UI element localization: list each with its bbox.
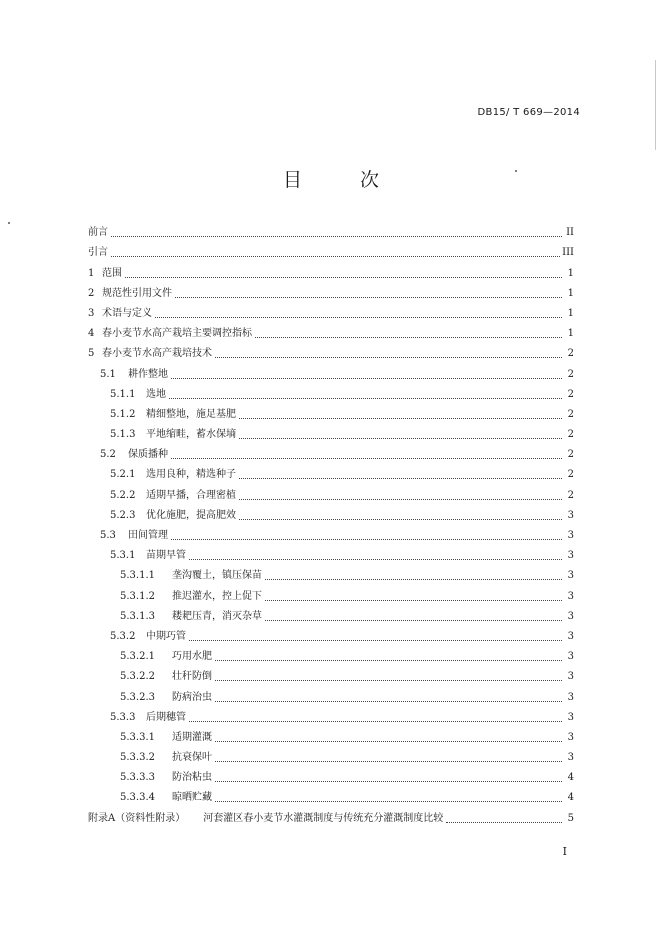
- toc-leader-dots: [215, 357, 562, 358]
- toc-entry-label: 耕作整地: [128, 368, 168, 380]
- toc-entry-label: 优化施肥，提高肥效: [146, 509, 236, 521]
- toc-entry-label: 春小麦节水高产栽培技术: [102, 348, 212, 360]
- toc-leader-dots: [215, 801, 562, 802]
- toc-entry-page: 5: [567, 812, 574, 824]
- toc-entry[interactable]: [88, 603, 574, 623]
- toc-entry-page: 3: [567, 570, 574, 582]
- toc-entry-page: 3: [567, 550, 574, 562]
- toc-entry-number: 5.2.3: [110, 509, 136, 521]
- toc-entry-page: 4: [567, 792, 574, 804]
- toc-entry-label: 适期灌溉: [172, 731, 212, 743]
- toc-entry-label: 规范性引用文件: [102, 287, 172, 299]
- toc-entry-page: 1: [567, 328, 574, 340]
- toc-entry-number: 5.3.3.4: [120, 792, 155, 804]
- toc-leader-dots: [155, 317, 562, 318]
- toc-entry-page: 3: [567, 731, 574, 743]
- toc-leader-dots: [189, 640, 562, 641]
- toc-leader-dots: [215, 781, 562, 782]
- toc-entry[interactable]: [88, 360, 574, 380]
- toc-entry-page: 1: [567, 287, 574, 299]
- toc-entry-page: 4: [567, 772, 574, 784]
- toc-leader-dots: [189, 721, 562, 722]
- page-title: 目 次: [282, 169, 406, 191]
- toc-leader-dots: [239, 438, 562, 439]
- toc-entry[interactable]: [88, 724, 574, 744]
- toc-leader-dots: [265, 600, 562, 601]
- toc-entry-number: 3: [88, 307, 95, 319]
- toc-entry[interactable]: [88, 239, 574, 259]
- toc-entry-label: 范围: [102, 267, 122, 279]
- toc-entry-page: 2: [567, 489, 574, 501]
- toc-entry[interactable]: [88, 259, 574, 279]
- toc-entry-page: 3: [567, 691, 574, 703]
- toc-leader-dots: [446, 822, 562, 823]
- toc-entry[interactable]: [88, 381, 574, 401]
- table-of-contents: [88, 219, 574, 825]
- toc-entry[interactable]: [88, 562, 574, 582]
- toc-entry-label: 引言: [88, 247, 108, 259]
- toc-entry[interactable]: [88, 441, 574, 461]
- toc-leader-dots: [215, 761, 562, 762]
- toc-leader-dots: [125, 277, 562, 278]
- toc-entry-label: 抗衰保叶: [172, 752, 212, 764]
- toc-entry-number: 5.3.1: [110, 550, 136, 562]
- toc-entry[interactable]: [88, 502, 574, 522]
- toc-leader-dots: [189, 559, 562, 560]
- toc-entry-page: 3: [567, 590, 574, 602]
- standard-number: DB15/ T 669—2014: [477, 107, 580, 118]
- toc-entry-number: 5.2.1: [110, 469, 136, 481]
- toc-entry[interactable]: [88, 784, 574, 804]
- toc-entry[interactable]: [88, 300, 574, 320]
- toc-entry[interactable]: [88, 804, 574, 824]
- toc-entry-page: 1: [567, 267, 574, 279]
- toc-entry-page: 3: [567, 711, 574, 723]
- toc-entry[interactable]: [88, 421, 574, 441]
- toc-entry[interactable]: [88, 522, 574, 542]
- toc-leader-dots: [239, 499, 562, 500]
- toc-entry[interactable]: [88, 582, 574, 602]
- toc-leader-dots: [171, 378, 562, 379]
- toc-entry-label: 平地缩畦，蓄水保墒: [146, 429, 236, 441]
- toc-entry[interactable]: [88, 401, 574, 421]
- toc-entry-page: 1: [567, 307, 574, 319]
- toc-entry-label: 术语与定义: [102, 307, 152, 319]
- scan-speck: [8, 222, 10, 224]
- toc-entry-number: 5.3.1.1: [120, 570, 155, 582]
- toc-leader-dots: [255, 337, 562, 338]
- toc-entry-number: 5.2.2: [110, 489, 136, 501]
- toc-entry-number: 4: [88, 328, 95, 340]
- toc-leader-dots: [215, 701, 562, 702]
- toc-leader-dots: [111, 256, 560, 257]
- toc-entry-page: 2: [567, 429, 574, 441]
- toc-entry-number: 5.3: [100, 530, 116, 541]
- toc-entry[interactable]: [88, 481, 574, 501]
- toc-entry-number: 附录A（资料性附录）: [88, 812, 186, 824]
- toc-entry-page: III: [562, 247, 574, 259]
- toc-entry-page: 3: [567, 671, 574, 683]
- toc-leader-dots: [239, 418, 562, 419]
- toc-entry[interactable]: [88, 744, 574, 764]
- toc-entry-number: 5.1.3: [110, 429, 136, 441]
- toc-entry-number: 5.1: [100, 368, 116, 380]
- toc-leader-dots: [169, 398, 562, 399]
- toc-entry-number: 5.3.2.1: [120, 651, 155, 663]
- toc-entry[interactable]: [88, 320, 574, 340]
- toc-entry-label: 防治粘虫: [172, 772, 212, 784]
- toc-entry-page: 3: [567, 651, 574, 663]
- toc-entry-number: 5.3.2.3: [120, 691, 155, 703]
- toc-entry-label: 巧用水肥: [172, 651, 212, 663]
- toc-entry-page: 3: [567, 509, 574, 521]
- toc-entry-number: 5.1.1: [110, 388, 136, 400]
- toc-leader-dots: [215, 660, 562, 661]
- toc-leader-dots: [265, 579, 562, 580]
- toc-entry-label: 后期穗管: [146, 711, 186, 723]
- page-number: I: [562, 845, 567, 858]
- toc-entry-number: 5.3.2.2: [120, 671, 155, 683]
- toc-entry[interactable]: [88, 663, 574, 683]
- toc-entry-label: 推迟灌水，控上促下: [172, 590, 262, 602]
- toc-entry-page: 2: [567, 469, 574, 481]
- toc-leader-dots: [215, 741, 562, 742]
- toc-entry[interactable]: [88, 340, 574, 360]
- toc-leader-dots: [175, 297, 562, 298]
- toc-entry-number: 5.3.3: [110, 711, 136, 723]
- toc-entry-number: 5: [88, 348, 95, 360]
- toc-entry-label: 选用良种，精选种子: [146, 469, 236, 481]
- toc-entry-label: 精细整地，施足基肥: [146, 408, 236, 420]
- toc-entry-number: 5.3.2: [110, 630, 136, 642]
- toc-entry-page: 2: [567, 408, 574, 420]
- toc-entry-page: 3: [567, 610, 574, 622]
- toc-entry-number: 5.2: [100, 449, 116, 461]
- toc-entry-page: 2: [567, 449, 574, 461]
- toc-entry-number: 5.1.2: [110, 408, 136, 420]
- toc-leader-dots: [111, 236, 562, 237]
- toc-entry-number: 1: [88, 267, 95, 279]
- toc-entry-label: 垄沟覆土，镇压保苗: [172, 570, 262, 582]
- toc-leader-dots: [171, 458, 562, 459]
- toc-entry-label: 选地: [146, 388, 166, 400]
- toc-entry-page: 2: [567, 388, 574, 400]
- toc-entry[interactable]: [88, 704, 574, 724]
- toc-leader-dots: [171, 539, 562, 540]
- toc-leader-dots: [239, 519, 562, 520]
- scan-edge: [655, 60, 656, 150]
- toc-entry[interactable]: [88, 643, 574, 663]
- toc-entry-label: 壮秆防倒: [172, 671, 212, 683]
- toc-entry-page: 3: [567, 630, 574, 642]
- toc-entry-label: 保质播种: [128, 449, 168, 461]
- toc-entry-number: 5.3.3.1: [120, 731, 155, 743]
- toc-entry-page: 3: [567, 530, 574, 541]
- toc-entry-number: 5.3.1.3: [120, 610, 155, 622]
- toc-entry[interactable]: [88, 764, 574, 784]
- toc-entry[interactable]: [88, 219, 574, 239]
- toc-entry-label: 前言: [88, 227, 108, 239]
- toc-entry-label: 防病治虫: [172, 691, 212, 703]
- toc-entry[interactable]: [88, 461, 574, 481]
- toc-entry-page: II: [566, 227, 574, 239]
- toc-entry-label: 适期早播，合理密植: [146, 489, 236, 501]
- toc-entry-label: 晾晒贮藏: [172, 792, 212, 804]
- toc-leader-dots: [239, 478, 562, 479]
- toc-entry[interactable]: [88, 683, 574, 703]
- toc-entry-page: 3: [567, 752, 574, 764]
- toc-entry-label: 河套灌区春小麦节水灌溉制度与传统充分灌溉制度比较: [203, 812, 444, 824]
- toc-entry-label: 春小麦节水高产栽培主要调控指标: [102, 328, 252, 340]
- toc-leader-dots: [265, 620, 562, 621]
- toc-entry-page: 2: [567, 368, 574, 380]
- toc-entry[interactable]: [88, 542, 574, 562]
- toc-entry-number: 2: [88, 287, 95, 299]
- toc-entry-label: 耧耙压青，消灭杂草: [172, 610, 262, 622]
- toc-entry[interactable]: [88, 623, 574, 643]
- toc-entry-page: 2: [567, 348, 574, 360]
- toc-entry-label: 田间管理: [128, 530, 168, 541]
- toc-entry-label: 苗期早管: [146, 550, 186, 562]
- toc-entry[interactable]: [88, 280, 574, 300]
- toc-entry-number: 5.3.1.2: [120, 590, 155, 602]
- toc-entry-number: 5.3.3.3: [120, 772, 155, 784]
- toc-entry-number: 5.3.3.2: [120, 752, 155, 764]
- toc-leader-dots: [215, 680, 562, 681]
- toc-entry-label: 中期巧管: [146, 630, 186, 642]
